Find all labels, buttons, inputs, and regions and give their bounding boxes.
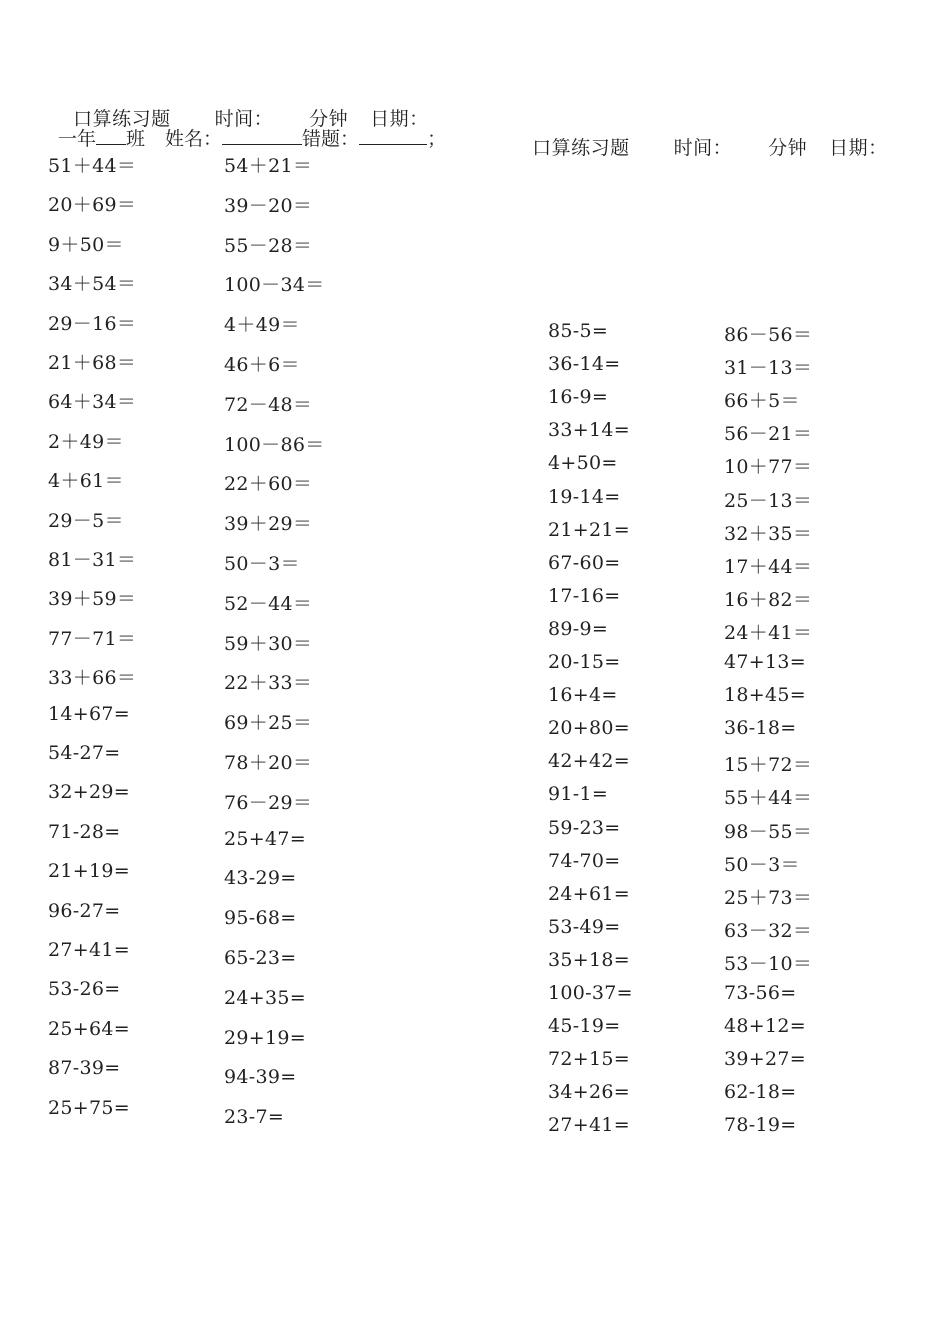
left-info-line — [58, 124, 446, 151]
math-problem: 53－10＝ — [724, 953, 813, 975]
math-problem: 39+27= — [724, 1048, 806, 1070]
math-problem: 36-14= — [548, 353, 621, 375]
math-problem: 23-7= — [224, 1106, 285, 1128]
math-problem: 16-9= — [548, 386, 609, 408]
math-problem: 77－71＝ — [48, 628, 137, 650]
math-problem: 25+47= — [224, 828, 306, 850]
math-problem: 59-23= — [548, 817, 621, 839]
math-problem: 16＋82＝ — [724, 589, 813, 611]
math-problem: 55－28＝ — [224, 235, 313, 257]
math-problem: 20＋69＝ — [48, 194, 137, 216]
errors-blank[interactable] — [359, 126, 427, 145]
class-suffix: 班 — [126, 128, 146, 150]
math-problem: 56－21＝ — [724, 423, 813, 445]
math-problem: 64＋34＝ — [48, 391, 137, 413]
math-problem: 51＋44＝ — [48, 155, 137, 177]
math-problem: 91-1= — [548, 783, 609, 805]
math-problem: 29－5＝ — [48, 510, 124, 532]
math-problem: 25－13＝ — [724, 490, 813, 512]
math-problem: 15＋72＝ — [724, 754, 813, 776]
right-minutes-label: 分钟 — [768, 137, 808, 159]
math-problem: 81－31＝ — [48, 549, 137, 571]
math-problem: 39－20＝ — [224, 195, 313, 217]
math-problem: 25+64= — [48, 1018, 130, 1040]
math-problem: 66＋5＝ — [724, 390, 800, 412]
math-problem: 29－16＝ — [48, 313, 137, 335]
errors-label: 错题： — [302, 128, 360, 150]
math-problem: 100－86＝ — [224, 434, 325, 456]
math-problem: 32+29= — [48, 781, 130, 803]
math-problem: 42+42= — [548, 750, 630, 772]
math-problem: 2＋49＝ — [48, 431, 124, 453]
math-problem: 74-70= — [548, 850, 621, 872]
math-problem: 72+15= — [548, 1048, 630, 1070]
math-problem: 17＋44＝ — [724, 556, 813, 578]
math-problem: 25＋73＝ — [724, 887, 813, 909]
math-problem: 85-5= — [548, 320, 609, 342]
math-problem: 4＋61＝ — [48, 470, 124, 492]
math-problem: 24+35= — [224, 987, 306, 1009]
math-problem: 50－3＝ — [224, 553, 300, 575]
math-problem: 4＋49＝ — [224, 314, 300, 336]
math-problem: 22＋33＝ — [224, 672, 313, 694]
math-problem: 33+14= — [548, 419, 630, 441]
math-problem: 71-28= — [48, 821, 121, 843]
math-problem: 73-56= — [724, 982, 797, 1004]
math-problem: 31－13＝ — [724, 357, 813, 379]
left-minutes-label: 分钟 — [309, 108, 349, 130]
right-title: 口算练习题 — [532, 137, 630, 159]
math-problem: 25+75= — [48, 1097, 130, 1119]
math-problem: 18+45= — [724, 684, 806, 706]
math-problem: 19-14= — [548, 486, 621, 508]
end-mark: ； — [427, 128, 447, 150]
math-problem: 72－48＝ — [224, 394, 313, 416]
math-problem: 21＋68＝ — [48, 352, 137, 374]
math-problem: 95-68= — [224, 907, 297, 929]
math-problem: 33＋66＝ — [48, 667, 137, 689]
math-problem: 21+21= — [548, 519, 630, 541]
math-problem: 16+4= — [548, 684, 618, 706]
math-problem: 43-29= — [224, 867, 297, 889]
name-blank[interactable] — [222, 126, 302, 145]
math-problem: 86－56＝ — [724, 324, 813, 346]
name-label: 姓名： — [165, 128, 223, 150]
math-problem: 32＋35＝ — [724, 523, 813, 545]
math-problem: 29+19= — [224, 1027, 306, 1049]
math-problem: 10＋77＝ — [724, 456, 813, 478]
math-problem: 4+50= — [548, 452, 618, 474]
math-problem: 52－44＝ — [224, 593, 313, 615]
math-problem: 34+26= — [548, 1081, 630, 1103]
left-date-label: 日期： — [370, 108, 429, 130]
math-problem: 50－3＝ — [724, 854, 800, 876]
math-problem: 9＋50＝ — [48, 234, 124, 256]
left-time-label: 时间： — [214, 108, 274, 130]
math-problem: 62-18= — [724, 1081, 797, 1103]
right-time-label: 时间： — [673, 137, 733, 159]
right-date-label: 日期： — [829, 137, 888, 159]
math-problem: 87-39= — [48, 1057, 121, 1079]
math-problem: 36-18= — [724, 717, 797, 739]
math-problem: 48+12= — [724, 1015, 806, 1037]
left-title: 口算练习题 — [73, 108, 171, 130]
math-problem: 34＋54＝ — [48, 273, 137, 295]
math-problem: 46＋6＝ — [224, 354, 300, 376]
math-problem: 39＋29＝ — [224, 513, 313, 535]
math-problem: 55＋44＝ — [724, 787, 813, 809]
math-problem: 27+41= — [48, 939, 130, 961]
math-problem: 96-27= — [48, 900, 121, 922]
math-problem: 100－34＝ — [224, 274, 325, 296]
math-problem: 39＋59＝ — [48, 588, 137, 610]
math-problem: 54-27= — [48, 742, 121, 764]
math-problem: 78-19= — [724, 1114, 797, 1136]
math-problem: 94-39= — [224, 1066, 297, 1088]
math-problem: 24＋41＝ — [724, 622, 813, 644]
math-problem: 27+41= — [548, 1114, 630, 1136]
math-problem: 63－32＝ — [724, 920, 813, 942]
math-problem: 21+19= — [48, 860, 130, 882]
math-problem: 22＋60＝ — [224, 473, 313, 495]
math-problem: 14+67= — [48, 703, 130, 725]
math-problem: 45-19= — [548, 1015, 621, 1037]
class-blank[interactable] — [96, 126, 126, 145]
math-problem: 17-16= — [548, 585, 621, 607]
math-problem: 89-9= — [548, 618, 609, 640]
math-problem: 78＋20＝ — [224, 752, 313, 774]
math-problem: 24+61= — [548, 883, 630, 905]
math-problem: 47+13= — [724, 651, 806, 673]
math-problem: 67-60= — [548, 552, 621, 574]
math-problem: 20+80= — [548, 717, 630, 739]
math-problem: 100-37= — [548, 982, 633, 1004]
grade-prefix: 一年 — [58, 128, 97, 150]
math-problem: 20-15= — [548, 651, 621, 673]
math-problem: 35+18= — [548, 949, 630, 971]
right-header — [519, 111, 888, 160]
math-problem: 76－29＝ — [224, 792, 313, 814]
math-problem: 53-26= — [48, 978, 121, 1000]
math-problem: 69＋25＝ — [224, 712, 313, 734]
math-problem: 54＋21＝ — [224, 155, 313, 177]
math-problem: 53-49= — [548, 916, 621, 938]
math-problem: 98－55＝ — [724, 821, 813, 843]
math-problem: 59＋30＝ — [224, 633, 313, 655]
math-problem: 65-23= — [224, 947, 297, 969]
